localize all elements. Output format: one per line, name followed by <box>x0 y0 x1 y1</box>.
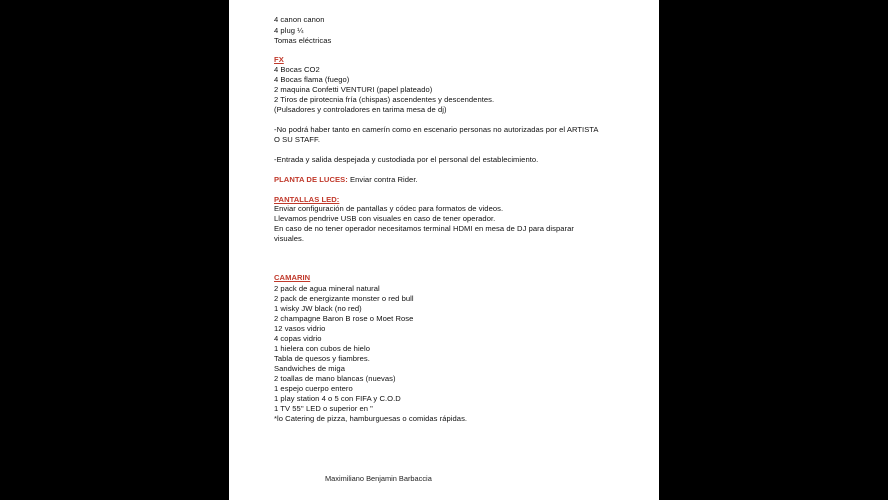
fx-line: 4 Bocas CO2 <box>274 65 320 74</box>
camarin-item: 2 pack de energizante monster o red bull <box>274 294 414 303</box>
tech-line: 4 plug ¼ <box>274 26 304 35</box>
camarin-item: 1 espejo cuerpo entero <box>274 384 353 393</box>
fx-line: 2 maquina Confetti VENTURI (papel plateado) <box>274 85 433 94</box>
camarin-item: 2 toallas de mano blancas (nuevas) <box>274 374 396 383</box>
signature-name: Maximiliano Benjamin Barbaccia <box>325 474 432 483</box>
camarin-item: 12 vasos vidrio <box>274 324 326 333</box>
camarin-item: *lo Catering de pizza, hamburguesas o comidas rápidas. <box>274 414 468 423</box>
tech-line: Tomas eléctricas <box>274 36 332 45</box>
tech-line: 4 canon canon <box>274 15 325 24</box>
camarin-item: 1 hielera con cubos de hielo <box>274 344 370 353</box>
camarin-item: 4 copas vidrio <box>274 334 322 343</box>
note-camerin: -No podrá haber tanto en camerín como en escenario personas no autorizadas por el ARTISTA <box>274 125 599 134</box>
planta-luces-label: PLANTA DE LUCES: <box>274 175 348 184</box>
fx-heading: FX <box>274 55 284 64</box>
note-camerin-cont: O SU STAFF. <box>274 135 320 144</box>
camarin-item: 2 pack de agua mineral natural <box>274 284 380 293</box>
camarin-item: Tabla de quesos y fiambres. <box>274 354 370 363</box>
document-page <box>229 0 659 500</box>
fx-line: 2 Tiros de pirotecnia fría (chispas) ascendentes y descendentes. <box>274 95 495 104</box>
note-entrada: -Entrada y salida despejada y custodiada por el personal del establecimiento. <box>274 155 539 164</box>
pantallas-heading: PANTALLAS LED: <box>274 195 340 204</box>
camarin-item: Sandwiches de miga <box>274 364 345 373</box>
camarin-item: 2 champagne Baron B rose o Moet Rose <box>274 314 414 323</box>
camarin-item: 1 TV 55'' LED o superior en " <box>274 404 373 413</box>
planta-luces-line <box>274 175 418 185</box>
fx-line: (Pulsadores y controladores en tarima mesa de dj) <box>274 105 447 114</box>
camarin-item: 1 play station 4 o 5 con FIFA y C.O.D <box>274 394 401 403</box>
camarin-heading: CAMARIN <box>274 273 311 282</box>
planta-luces-text: Enviar contra Rider. <box>347 175 418 184</box>
pantallas-line: Llevamos pendrive USB con visuales en caso de tener operador. <box>274 214 496 223</box>
fx-line: 4 Bocas flama (fuego) <box>274 75 350 84</box>
pantallas-line: En caso de no tener operador necesitamos terminal HDMI en mesa de DJ para disparar <box>274 224 574 233</box>
pantallas-line: visuales. <box>274 234 304 243</box>
camarin-item: 1 wisky JW black (no red) <box>274 304 362 313</box>
pantallas-line: Enviar configuración de pantallas y códec para formatos de videos. <box>274 204 504 213</box>
